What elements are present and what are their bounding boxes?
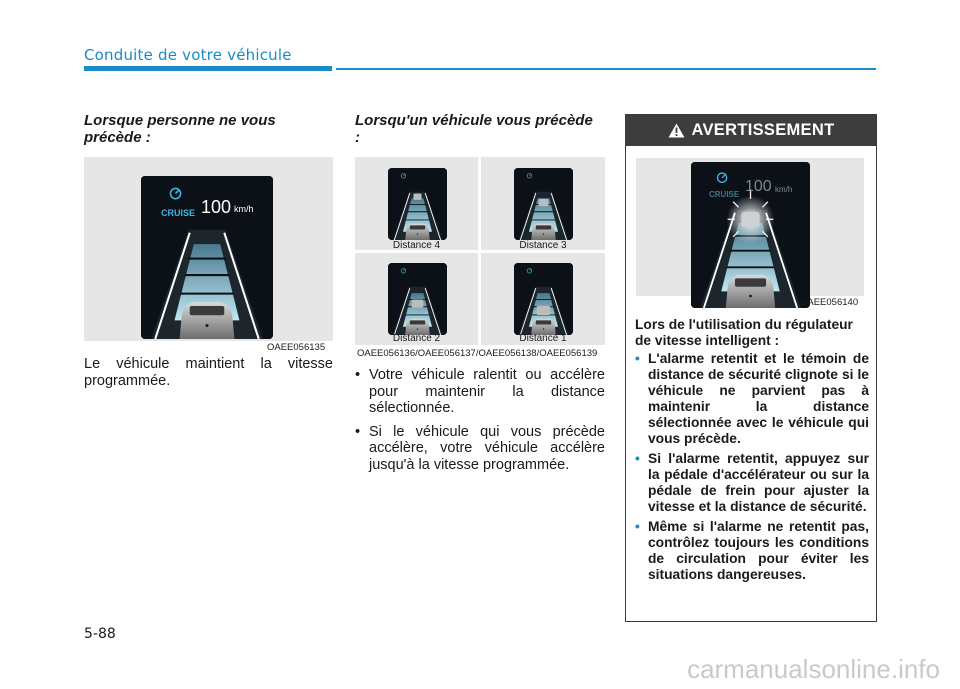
distance-panel <box>481 157 605 250</box>
speed-value: 100 <box>745 178 772 195</box>
header-rule-thin <box>336 68 876 70</box>
middle-heading: Lorsqu'un véhicule vous précède : <box>355 112 593 146</box>
watermark: carmanualsonline.info <box>687 654 940 684</box>
speed-unit: km/h <box>234 204 254 214</box>
section-title: Conduite de votre véhicule <box>84 46 292 64</box>
list-item: • Votre véhicule ralentit ou accélère pour maintenir la distance sélectionnée. <box>355 367 605 417</box>
distance-caption: Distance 3 <box>519 240 567 251</box>
distance-caption: Distance 4 <box>392 240 441 251</box>
figure-code-left: OAEE056135 <box>267 342 326 353</box>
distance-caption: Distance 2 <box>392 333 441 344</box>
warning-title: AVERTISSEMENT <box>691 121 835 139</box>
distance-grid <box>355 157 605 345</box>
warning-box <box>625 114 877 622</box>
list-item: • Si le véhicule qui vous précède accélère, votre véhicule accélère jusqu'à la vitesse programmée. <box>355 424 605 474</box>
mini-cluster <box>388 168 447 240</box>
left-body-text: Le véhicule maintient la vitesse programmée. <box>84 356 333 389</box>
distance-panel <box>481 253 605 345</box>
figure-code-warning: OAEE056140 <box>800 297 859 308</box>
speed-value: 100 <box>201 197 232 217</box>
warning-header <box>626 115 876 146</box>
instrument-cluster-display <box>691 162 810 308</box>
warning-intro: Lors de l'utilisation du régulateur de vitesse intelligent : <box>635 317 853 348</box>
list-item: • Même si l'alarme ne retentit pas, contrôlez toujours les conditions de circulation pour éviter les situations dangereuses. <box>635 519 869 583</box>
cruise-label: CRUISE <box>709 190 740 199</box>
figure-code-middle: OAEE056136/OAEE056137/OAEE056138/OAEE056139 <box>357 348 598 359</box>
mini-cluster <box>514 168 573 240</box>
warning-triangle-icon <box>668 123 685 138</box>
mini-cluster <box>388 263 447 335</box>
middle-bullet-list <box>355 367 605 480</box>
page-number: 5-88 <box>84 626 116 642</box>
list-item: • Si l'alarme retentit, appuyez sur la pédale d'accélérateur ou sur la pédale de frein pour ajuster la vitesse et la distance de sécurité. <box>635 451 869 515</box>
distance-caption: Distance 1 <box>519 333 567 344</box>
speed-unit: km/h <box>775 185 793 194</box>
distance-panel <box>355 157 478 250</box>
left-heading: Lorsque personne ne vous précède : <box>84 112 276 146</box>
mini-cluster <box>514 263 573 335</box>
warning-bullet-list <box>635 351 869 587</box>
cluster-illustration-alarm <box>636 158 864 296</box>
cluster-illustration-no-vehicle <box>84 157 333 341</box>
instrument-cluster-display <box>141 176 273 339</box>
list-item: • L'alarme retentit et le témoin de distance de sécurité clignote si le véhicule ne parvient pas à maintenir la distance sélectionnée avec le véhicule qui vous précède. <box>635 351 869 447</box>
distance-panel <box>355 253 478 345</box>
header-rule-thick <box>84 66 332 71</box>
cruise-label: CRUISE <box>161 208 196 218</box>
